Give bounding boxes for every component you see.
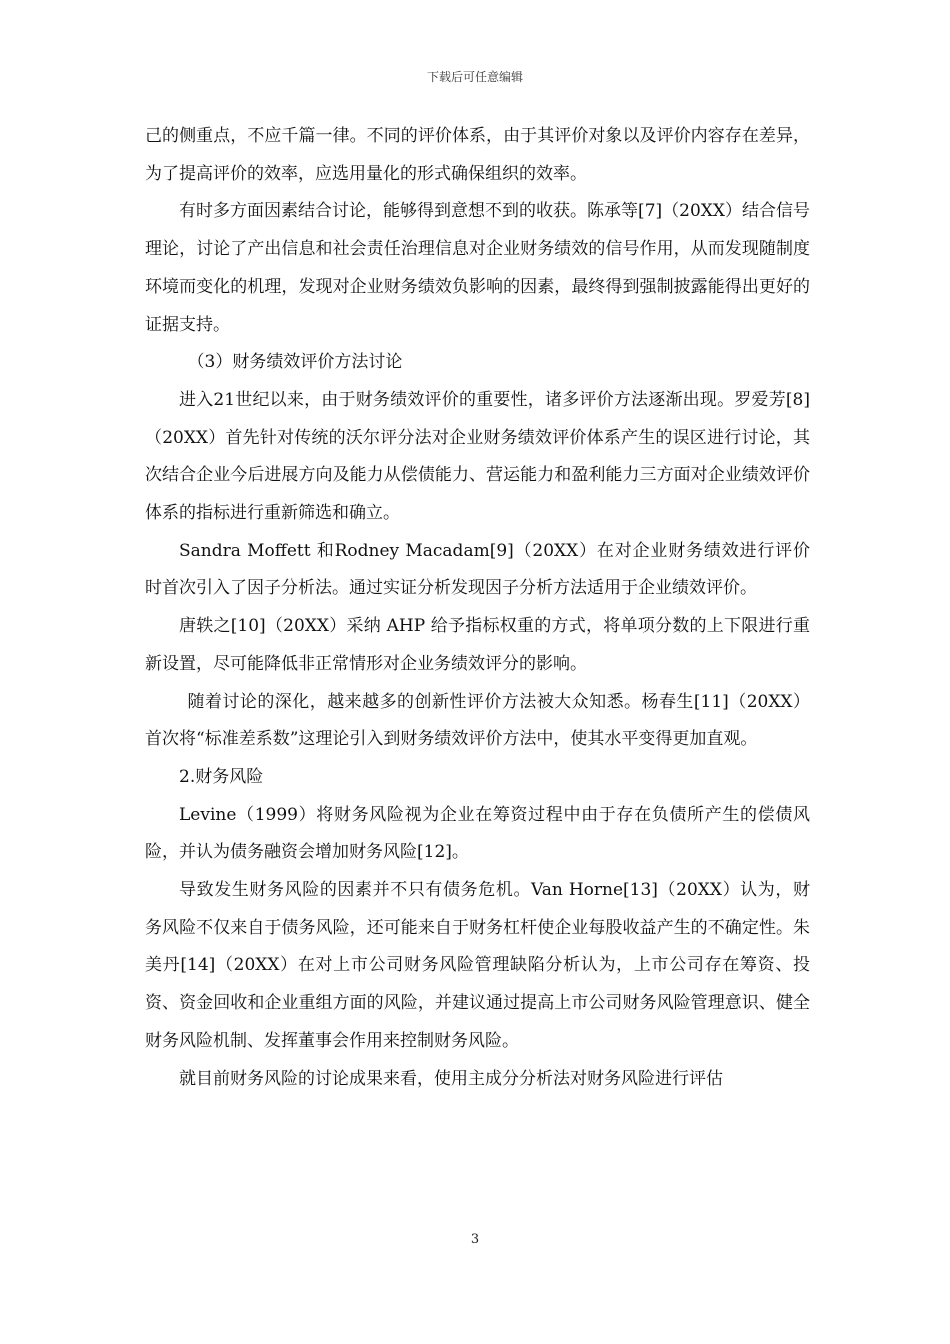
paragraph: 进入21世纪以来，由于财务绩效评价的重要性，诸多评价方法逐渐出现。罗爱芳[8]（20XX）首先针对传统的沃尔评分法对企业财务绩效评价体系产生的误区进行讨论，其次结合企业今后进展方向及能力从偿债能力、营运能力和盈利能力三方面对企业绩效评价体系的指标进行重新筛选和确立。 bbox=[145, 389, 810, 524]
paragraph: Levine（1999）将财务风险视为企业在筹资过程中由于存在负债所产生的偿债风险，并认为债务融资会增加财务风险[12]。 bbox=[145, 804, 810, 863]
body-text bbox=[145, 118, 810, 1098]
section-heading: 2.财务风险 bbox=[179, 766, 264, 787]
page-number: 3 bbox=[470, 1232, 480, 1247]
paragraph: 随着讨论的深化，越来越多的创新性评价方法被大众知悉。杨春生[11]（20XX）首次将“标准差系数”这理论引入到财务绩效评价方法中，使其水平变得更加直观。 bbox=[145, 691, 810, 750]
paragraph: 就目前财务风险的讨论成果来看，使用主成分分析法对财务风险进行评估 bbox=[179, 1068, 723, 1089]
paragraph: 己的侧重点，不应千篇一律。不同的评价体系，由于其评价对象以及评价内容存在差异，为了提高评价的效率，应选用量化的形式确保组织的效率。 bbox=[145, 126, 810, 184]
paragraph: 唐轶之[10]（20XX）采纳 AHP 给予指标权重的方式，将单项分数的上下限进行重新设置，尽可能降低非正常情形对企业务绩效评分的影响。 bbox=[145, 616, 810, 674]
paragraph: Sandra Moffett 和Rodney Macadam[9]（20XX）在对企业财务绩效进行评价时首次引入了因子分析法。通过实证分析发现因子分析方法适用于企业绩效评价。 bbox=[145, 540, 810, 599]
section-heading: （3）财务绩效评价方法讨论 bbox=[187, 352, 403, 373]
page-header: 下载后可任意编辑 bbox=[426, 70, 523, 84]
paragraph: 导致发生财务风险的因素并不只有债务危机。Van Horne[13]（20XX）认为，财务风险不仅来自于债务风险，还可能来自于财务杠杆使企业每股收益产生的不确定性。朱美丹[14]（20XX）在对上市公司财务风险管理缺陷分析认为，上市公司存在筹资、投资、资金回收和企业重组方面的风险，并建议通过提高上市公司财务风险管理意识、健全财务风险机制、发挥董事会作用来控制财务风险。 bbox=[145, 880, 810, 1051]
paragraph: 有时多方面因素结合讨论，能够得到意想不到的收获。陈承等[7]（20XX）结合信号理论，讨论了产出信息和社会责任治理信息对企业财务绩效的信号作用，从而发现随制度环境而变化的机理，发现对企业财务绩效负影响的因素，最终得到强制披露能得出更好的证据支持。 bbox=[145, 201, 810, 335]
